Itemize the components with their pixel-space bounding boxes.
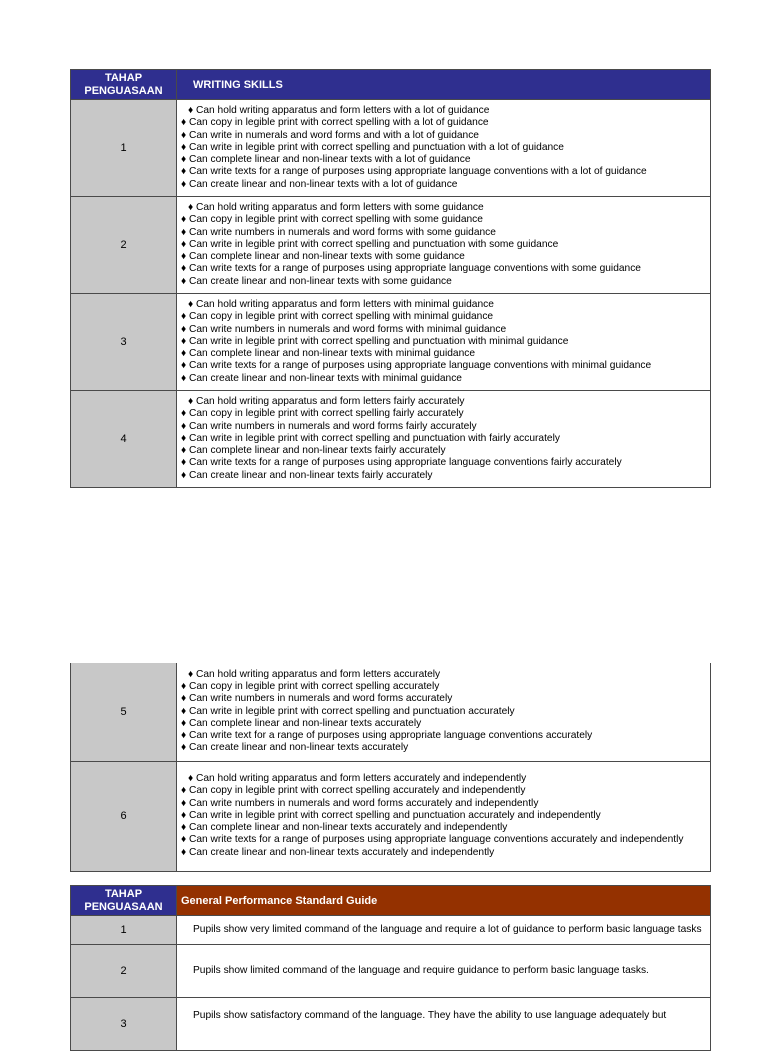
list-item: ♦ Can write in legible print with correct spelling and punctuation accurately and independently <box>181 809 601 821</box>
list-item: ♦ Can write texts for a range of purposes using appropriate language conventions accurately and independently <box>181 834 684 846</box>
descriptor-cell: Pupils show very limited command of the language and require a lot of guidance to perform basic language tasks <box>177 916 711 945</box>
list-item: ♦ Can create linear and non-linear texts accurately and independently <box>181 846 495 858</box>
list-item: ♦ Can create linear and non-linear texts fairly accurately <box>181 469 433 481</box>
table-row <box>71 998 711 1051</box>
list-item: ♦ Can copy in legible print with correct spelling with minimal guidance <box>181 311 494 323</box>
list-item: ♦ Can copy in legible print with correct spelling fairly accurately <box>181 408 464 420</box>
level-cell: 1 <box>71 100 177 197</box>
descriptor-cell <box>177 197 711 294</box>
table-row <box>71 945 711 998</box>
list-item: ♦ Can write numbers in numerals and word forms with some guidance <box>181 226 496 238</box>
performance-standard-header: General Performance Standard Guide <box>177 886 711 916</box>
descriptor-cell <box>177 100 711 197</box>
list-item: ♦ Can write in legible print with correct spelling and punctuation accurately <box>181 705 515 717</box>
level-cell: 2 <box>71 197 177 294</box>
list-item: ♦ Can write numbers in numerals and word forms with minimal guidance <box>181 323 507 335</box>
table-header-row <box>71 886 711 916</box>
performance-standard-table <box>70 885 711 1051</box>
descriptor-cell <box>177 294 711 391</box>
table-row <box>71 197 711 294</box>
descriptor-cell <box>177 391 711 488</box>
list-item: ♦ Can complete linear and non-linear texts with minimal guidance <box>181 348 475 360</box>
list-item: ♦ Can write text for a range of purposes using appropriate language conventions accurately <box>181 730 593 742</box>
list-item: ♦ Can hold writing apparatus and form letters accurately and independently <box>188 773 527 785</box>
list-item: ♦ Can write texts for a range of purposes using appropriate language conventions with some guidance <box>181 263 641 275</box>
list-item: ♦ Can complete linear and non-linear texts with some guidance <box>181 251 465 263</box>
writing-skills-header: WRITING SKILLS <box>177 70 711 100</box>
table-row <box>71 663 711 761</box>
list-item: ♦ Can copy in legible print with correct spelling with some guidance <box>181 214 483 226</box>
list-item: ♦ Can write numbers in numerals and word forms accurately and independently <box>181 797 539 809</box>
table-row <box>71 100 711 197</box>
list-item: ♦ Can complete linear and non-linear texts accurately <box>181 717 422 729</box>
list-item: ♦ Can hold writing apparatus and form letters with some guidance <box>188 202 484 214</box>
list-item: ♦ Can hold writing apparatus and form letters fairly accurately <box>188 396 465 408</box>
level-cell: 3 <box>71 294 177 391</box>
level-cell: 4 <box>71 391 177 488</box>
list-item: ♦ Can copy in legible print with correct spelling accurately <box>181 681 440 693</box>
list-item: ♦ Can create linear and non-linear texts with minimal guidance <box>181 372 462 384</box>
level-cell: 2 <box>71 945 177 998</box>
table-row <box>71 761 711 871</box>
descriptor-cell <box>177 663 711 761</box>
tahap-penguasaan-header: TAHAP PENGUASAAN <box>71 70 177 100</box>
list-item: ♦ Can hold writing apparatus and form letters with minimal guidance <box>188 299 494 311</box>
level-cell: 3 <box>71 998 177 1051</box>
list-item: ♦ Can create linear and non-linear texts with a lot of guidance <box>181 178 458 190</box>
list-item: ♦ Can create linear and non-linear texts accurately <box>181 742 409 754</box>
writing-skills-table-continued <box>70 663 711 872</box>
table-row <box>71 916 711 945</box>
list-item: ♦ Can write in numerals and word forms and with a lot of guidance <box>181 129 479 141</box>
list-item: ♦ Can copy in legible print with correct spelling with a lot of guidance <box>181 117 489 129</box>
list-item: ♦ Can create linear and non-linear texts with some guidance <box>181 275 452 287</box>
list-item: ♦ Can write numbers in numerals and word forms fairly accurately <box>181 420 477 432</box>
list-item: ♦ Can complete linear and non-linear texts with a lot of guidance <box>181 154 471 166</box>
table-header-row <box>71 70 711 100</box>
list-item: ♦ Can write texts for a range of purposes using appropriate language conventions with a lot of guidance <box>181 166 647 178</box>
list-item: ♦ Can write numbers in numerals and word forms accurately <box>181 693 453 705</box>
list-item: ♦ Can copy in legible print with correct spelling accurately and independently <box>181 785 526 797</box>
list-item: ♦ Can write texts for a range of purposes using appropriate language conventions with minimal guidance <box>181 360 652 372</box>
descriptor-cell: Pupils show satisfactory command of the language. They have the ability to use language adequately but <box>177 998 711 1051</box>
level-cell: 1 <box>71 916 177 945</box>
descriptor-cell <box>177 761 711 871</box>
list-item: ♦ Can write in legible print with correct spelling and punctuation with some guidance <box>181 238 559 250</box>
descriptor-cell: Pupils show limited command of the language and require guidance to perform basic language tasks. <box>177 945 711 998</box>
list-item: ♦ Can hold writing apparatus and form letters with a lot of guidance <box>188 105 490 117</box>
list-item: ♦ Can complete linear and non-linear texts fairly accurately <box>181 445 446 457</box>
list-item: ♦ Can write in legible print with correct spelling and punctuation with fairly accurately <box>181 432 560 444</box>
writing-skills-table <box>70 69 711 488</box>
list-item: ♦ Can write in legible print with correct spelling and punctuation with a lot of guidance <box>181 141 564 153</box>
tahap-penguasaan-header: TAHAP PENGUASAAN <box>71 886 177 916</box>
level-cell: 6 <box>71 761 177 871</box>
list-item: ♦ Can write in legible print with correct spelling and punctuation with minimal guidance <box>181 335 569 347</box>
table-row <box>71 294 711 391</box>
table-row <box>71 391 711 488</box>
list-item: ♦ Can write texts for a range of purposes using appropriate language conventions fairly accurately <box>181 457 622 469</box>
level-cell: 5 <box>71 663 177 761</box>
list-item: ♦ Can complete linear and non-linear texts accurately and independently <box>181 822 508 834</box>
list-item: ♦ Can hold writing apparatus and form letters accurately <box>188 669 441 681</box>
